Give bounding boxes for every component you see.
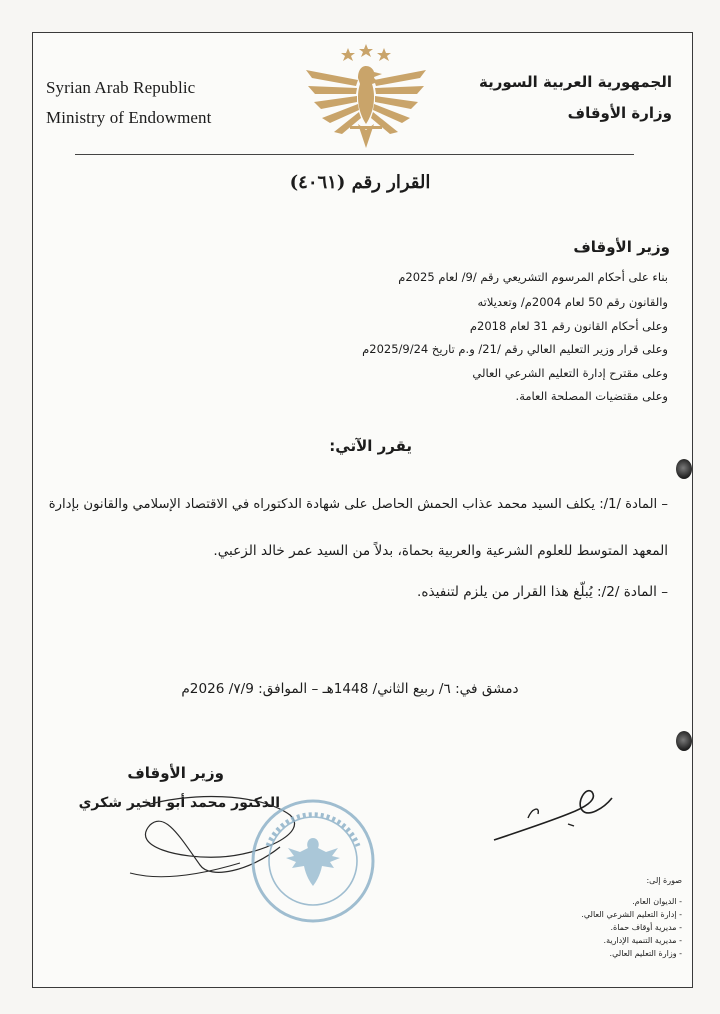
preamble-line: وعلى قرار وزير التعليم العالي رقم /21/ و.م تاريخ 2025/9/24م [362,342,668,356]
copies-item: - إدارة التعليم الشرعي العالي. [581,910,682,919]
copies-item: - الديوان العام. [632,897,682,906]
copies-item: - وزارة التعليم العالي. [609,949,682,958]
signature-mark-icon [488,778,618,848]
date-line: دمشق في: ٦/ ربيع الثاني/ 1448هـ – الموافق: ٧/9/ 2026م [181,681,519,697]
signature-name: الدكتور محمد أبو الخير شكري [78,795,280,811]
copies-heading: صورة إلى: [646,876,682,885]
article-1-continued: المعهد المتوسط للعلوم الشرعية والعربية بحماة، بدلاً من السيد عمر خالد الزعبي. [213,543,668,559]
header-en-ministry: Ministry of Endowment [46,108,212,127]
binder-hole-top [676,459,692,479]
preamble-line: والقانون رقم 50 لعام 2004م/ وتعديلاته [477,295,668,309]
eagle-emblem-icon [302,40,430,152]
preamble-line: بناء على أحكام المرسوم التشريعي رقم /9/ لعام 2025م [398,270,668,284]
preamble-line: وعلى مقتضيات المصلحة العامة. [515,389,668,403]
preamble-heading: وزير الأوقاف [573,238,670,256]
article-1: – المادة /1/: يكلف السيد محمد عذاب الحمش الحاصل على شهادة الدكتوراه في الاقتصاد الإسلامي والقانون بإدارة [48,497,668,512]
preamble-line: وعلى مقترح إدارة التعليم الشرعي العالي [472,366,668,380]
header-ar-country: الجمهورية العربية السورية [479,73,672,91]
article-2: – المادة /2/: يُبلّغ هذا القرار من يلزم لتنفيذه. [417,584,668,600]
decision-title: القرار رقم (٤٠٦١) [289,172,431,193]
copies-item: - مديرية أوقاف حماة. [610,923,682,932]
preamble-line: وعلى أحكام القانون رقم 31 لعام 2018م [469,319,668,333]
header-divider [75,154,634,155]
copies-item: - مديرية التنمية الإدارية. [603,936,682,945]
official-stamp-icon [248,796,378,926]
binder-hole-bottom [676,731,692,751]
signature-title: وزير الأوقاف [127,764,224,782]
decides-heading: يقرر الآتي: [329,437,412,455]
header-en-country: Syrian Arab Republic [46,78,196,97]
header-ar-ministry: وزارة الأوقاف [567,104,672,122]
